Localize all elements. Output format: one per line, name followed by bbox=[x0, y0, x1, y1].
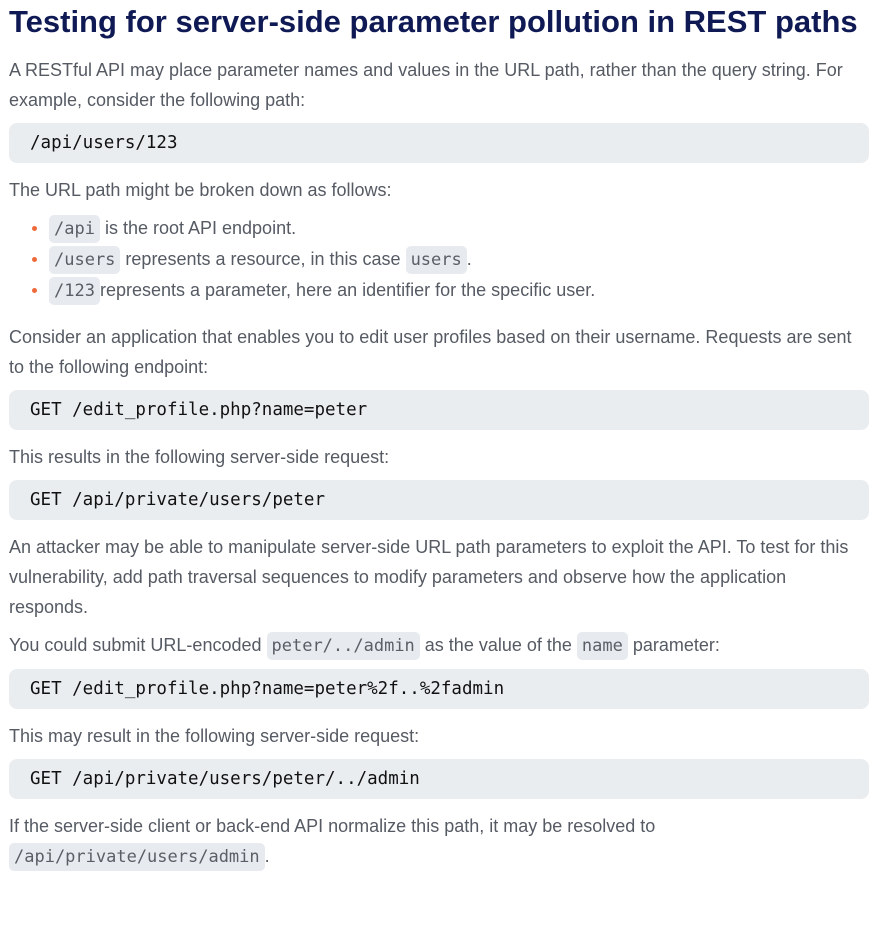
normalize-paragraph bbox=[9, 811, 869, 872]
inline-code: users bbox=[406, 246, 467, 274]
code-block-request: GET /edit_profile.php?name=peter bbox=[9, 390, 869, 430]
submit-text-middle: as the value of the bbox=[419, 635, 577, 655]
list-item bbox=[49, 213, 869, 244]
inline-code: name bbox=[577, 632, 628, 660]
list-item-text: represents a resource, in this case bbox=[120, 249, 406, 269]
intro-paragraph: A RESTful API may place parameter names and values in the URL path, rather than the query string. For example, consider the following path: bbox=[9, 60, 843, 110]
list-item bbox=[49, 275, 869, 306]
submit-text-before: You could submit URL-encoded bbox=[9, 635, 267, 655]
list-item bbox=[49, 244, 869, 275]
results-paragraph: This results in the following server-side request: bbox=[9, 447, 390, 467]
normalize-text-before: If the server-side client or back-end API normalize this path, it may be resolved to bbox=[9, 816, 656, 836]
submit-paragraph bbox=[9, 630, 869, 661]
code-block-server-request: GET /api/private/users/peter bbox=[9, 480, 869, 520]
inline-code: /api bbox=[49, 215, 100, 243]
list-item-text: . bbox=[466, 249, 472, 269]
normalize-text-after: . bbox=[264, 846, 270, 866]
inline-code: /api/private/users/admin bbox=[9, 843, 265, 871]
code-block-encoded-request: GET /edit_profile.php?name=peter%2f..%2fadmin bbox=[9, 669, 869, 709]
inline-code: /users bbox=[49, 246, 120, 274]
submit-text-after: parameter: bbox=[627, 635, 720, 655]
attacker-paragraph: An attacker may be able to manipulate server-side URL path parameters to exploit the API. To test for this vulnerability, add path traversal sequences to modify parameters and observe how the application responds. bbox=[9, 537, 849, 617]
consider-paragraph: Consider an application that enables you to edit user profiles based on their username. Requests are sent to the following endpoint: bbox=[9, 327, 852, 377]
may-result-paragraph: This may result in the following server-side request: bbox=[9, 726, 420, 746]
page-title: Testing for server-side parameter pollution in REST paths bbox=[9, 4, 858, 39]
inline-code: peter/../admin bbox=[267, 632, 420, 660]
inline-code: /123 bbox=[49, 277, 100, 305]
list-item-text: represents a parameter, here an identifier for the specific user. bbox=[99, 280, 596, 300]
code-block-path: /api/users/123 bbox=[9, 123, 869, 163]
code-block-traversal-request: GET /api/private/users/peter/../admin bbox=[9, 759, 869, 799]
breakdown-intro: The URL path might be broken down as follows: bbox=[9, 180, 392, 200]
path-breakdown-list bbox=[9, 213, 869, 306]
list-item-text: is the root API endpoint. bbox=[99, 218, 297, 238]
